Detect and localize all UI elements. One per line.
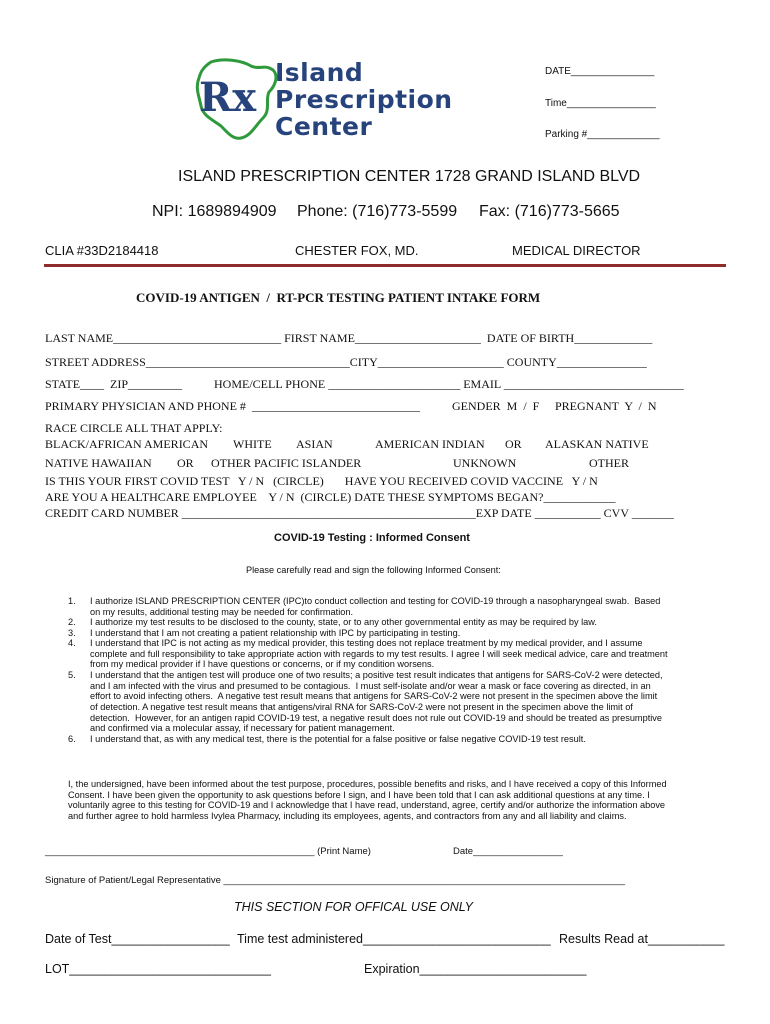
signature-line[interactable]: Signature of Patient/Legal Representative ____________________________________________________________________________	[45, 875, 626, 886]
address-line[interactable]: STREET ADDRESS__________________________________CITY_____________________ COUNTY_______________	[45, 355, 647, 369]
item-number: 5.	[68, 670, 76, 681]
race-or: OR	[177, 456, 194, 470]
logo-line-3: Center	[275, 112, 373, 141]
first-test-question[interactable]: IS THIS YOUR FIRST COVID TEST Y / N (CIRCLE) HAVE YOU RECEIVED COVID VACCINE Y / N	[45, 474, 598, 488]
phone-email-line[interactable]: HOME/CELL PHONE ______________________ EMAIL ______________________________	[214, 377, 684, 391]
item-number: 3.	[68, 627, 76, 638]
consent-item	[68, 617, 728, 628]
credit-card-line[interactable]: CREDIT CARD NUMBER _________________________________________________EXP DATE ___________ CVV _______	[45, 506, 674, 520]
item-text: I understand that IPC is not acting as my medical provider, this testing does not replace treatment by my medical provider, and I assume complete and full responsibility to take appropriate action with regards to my test results. I agree I will seek medical advice, care and treatment from my medical provider if I have questions or concerns, or if my condition worsens.	[90, 638, 668, 670]
consent-item	[68, 638, 728, 670]
race-or: OR	[505, 437, 522, 451]
race-header: RACE CIRCLE ALL THAT APPLY:	[45, 421, 223, 435]
print-name-line[interactable]: ___________________________________________________ (Print Name)	[45, 846, 371, 857]
race-option[interactable]: NATIVE HAWAIIAN	[45, 456, 152, 470]
item-number: 4.	[68, 638, 76, 649]
date-of-test-field[interactable]: Date of Test_________________	[45, 932, 230, 946]
parking-field[interactable]: Parking #_____________	[545, 129, 660, 140]
time-administered-field[interactable]: Time test administered___________________________	[237, 932, 551, 946]
race-option[interactable]: AMERICAN INDIAN	[375, 437, 485, 451]
item-text: I understand that, as with any medical test, there is the potential for a false positive or false negative COVID-19 test result.	[90, 733, 586, 744]
time-field[interactable]: Time________________	[545, 98, 656, 109]
consent-item	[68, 734, 728, 745]
race-option[interactable]: WHITE	[233, 437, 272, 451]
official-title: THIS SECTION FOR OFFICAL USE ONLY	[234, 900, 473, 914]
item-number: 2.	[68, 617, 76, 627]
header-address: ISLAND PRESCRIPTION CENTER 1728 GRAND ISLAND BLVD	[178, 168, 641, 185]
pregnant-option[interactable]: PREGNANT Y / N	[555, 399, 657, 413]
state-zip-line[interactable]: STATE____ ZIP_________	[45, 377, 183, 391]
healthcare-question[interactable]: ARE YOU A HEALTHCARE EMPLOYEE Y / N (CIRCLE) DATE THESE SYMPTOMS BEGAN?____________	[45, 490, 616, 504]
consent-item	[68, 596, 728, 617]
item-number: 1.	[68, 596, 76, 606]
header-npi: NPI: 1689894909	[152, 203, 277, 220]
consent-statement: I, the undersigned, have been informed about the test purpose, procedures, possible benefits and risks, and I have received a copy of this Informed Consent. I have been given the opportunity to ask questions before I sign, and I have been told that I can ask additional questions at any time. I voluntarily agree to this testing for COVID-19 and I acknowledge that I have read, understand, agree, certify and/or authorize the information above and further agree to hold harmless Ivylea Pharmacy, including its employees, agents, and contractors from any and all liability and claims.	[68, 779, 667, 821]
header-fax: Fax: (716)773-5665	[479, 203, 620, 220]
physician-line[interactable]: PRIMARY PHYSICIAN AND PHONE # ____________________________	[45, 399, 420, 413]
results-read-field[interactable]: Results Read at___________	[559, 932, 725, 946]
item-text: I understand that I am not creating a patient relationship with IPC by participating in testing.	[90, 627, 461, 638]
header-rule	[44, 264, 726, 267]
race-option[interactable]: ASIAN	[296, 437, 333, 451]
rx-mark: Rx	[199, 74, 257, 121]
consent-item	[68, 628, 728, 639]
name-line[interactable]: LAST NAME____________________________ FIRST NAME_____________________ DATE OF BIRTH_____________	[45, 331, 653, 345]
header-phone: Phone: (716)773-5599	[297, 203, 458, 220]
race-option[interactable]: BLACK/AFRICAN AMERICAN	[45, 437, 209, 451]
lot-field[interactable]: LOT_____________________________	[45, 962, 271, 976]
race-option[interactable]: ALASKAN NATIVE	[545, 437, 649, 451]
header-clia: CLIA #33D2184418	[45, 243, 159, 258]
consent-item	[68, 670, 728, 734]
item-text: I authorize my test results to be disclosed to the county, state, or to any other governmental entity as may be required by law.	[90, 617, 597, 627]
item-text: I understand that the antigen test will produce one of two results; a positive test result indicates that antigens for SARS-CoV-2 were detected, and I am infected with the virus and presumed to be contagious. I must self-isolate and/or wear a mask or face covering as directed, in an effort to avoid infecting others. A negative test result means that antigens for SARS-CoV-2 were not present in the specimen above the limit of detection. A negative test result means that antigens/viral RNA for SARS-CoV-2 were not present in the specimen above the limit of detection. However, for an antigen rapid COVID-19 test, a negative result does not rule out COVID-19 and should be treated as presumptive and confirmed via a molecular assay, if necessary for patient management.	[90, 670, 663, 734]
header-director: MEDICAL DIRECTOR	[512, 243, 641, 258]
logo-line-2: Prescription	[275, 85, 453, 114]
race-option[interactable]: OTHER	[589, 456, 629, 470]
consent-intro: Please carefully read and sign the following Informed Consent:	[246, 565, 501, 575]
consent-date-line[interactable]: Date_________________	[453, 846, 563, 857]
expiration-field[interactable]: Expiration________________________	[364, 962, 587, 976]
item-text: I authorize ISLAND PRESCRIPTION CENTER (IPC)to conduct collection and testing for COVID-19 through a nasopharyngeal swab. Based on my results, additional testing may be needed for confirmation.	[90, 596, 661, 617]
date-field[interactable]: DATE_______________	[545, 66, 655, 77]
logo	[193, 56, 453, 142]
form-title: COVID-19 ANTIGEN / RT-PCR TESTING PATIENT INTAKE FORM	[136, 290, 541, 305]
race-option[interactable]: OTHER PACIFIC ISLANDER	[211, 456, 362, 470]
consent-list	[68, 596, 728, 744]
header-doctor: CHESTER FOX, MD.	[295, 243, 419, 258]
gender-option[interactable]: GENDER M / F	[452, 399, 540, 413]
race-option[interactable]: UNKNOWN	[453, 456, 517, 470]
item-number: 6.	[68, 733, 76, 744]
consent-title: COVID-19 Testing : Informed Consent	[274, 532, 470, 544]
logo-line-1: Island	[275, 58, 364, 87]
